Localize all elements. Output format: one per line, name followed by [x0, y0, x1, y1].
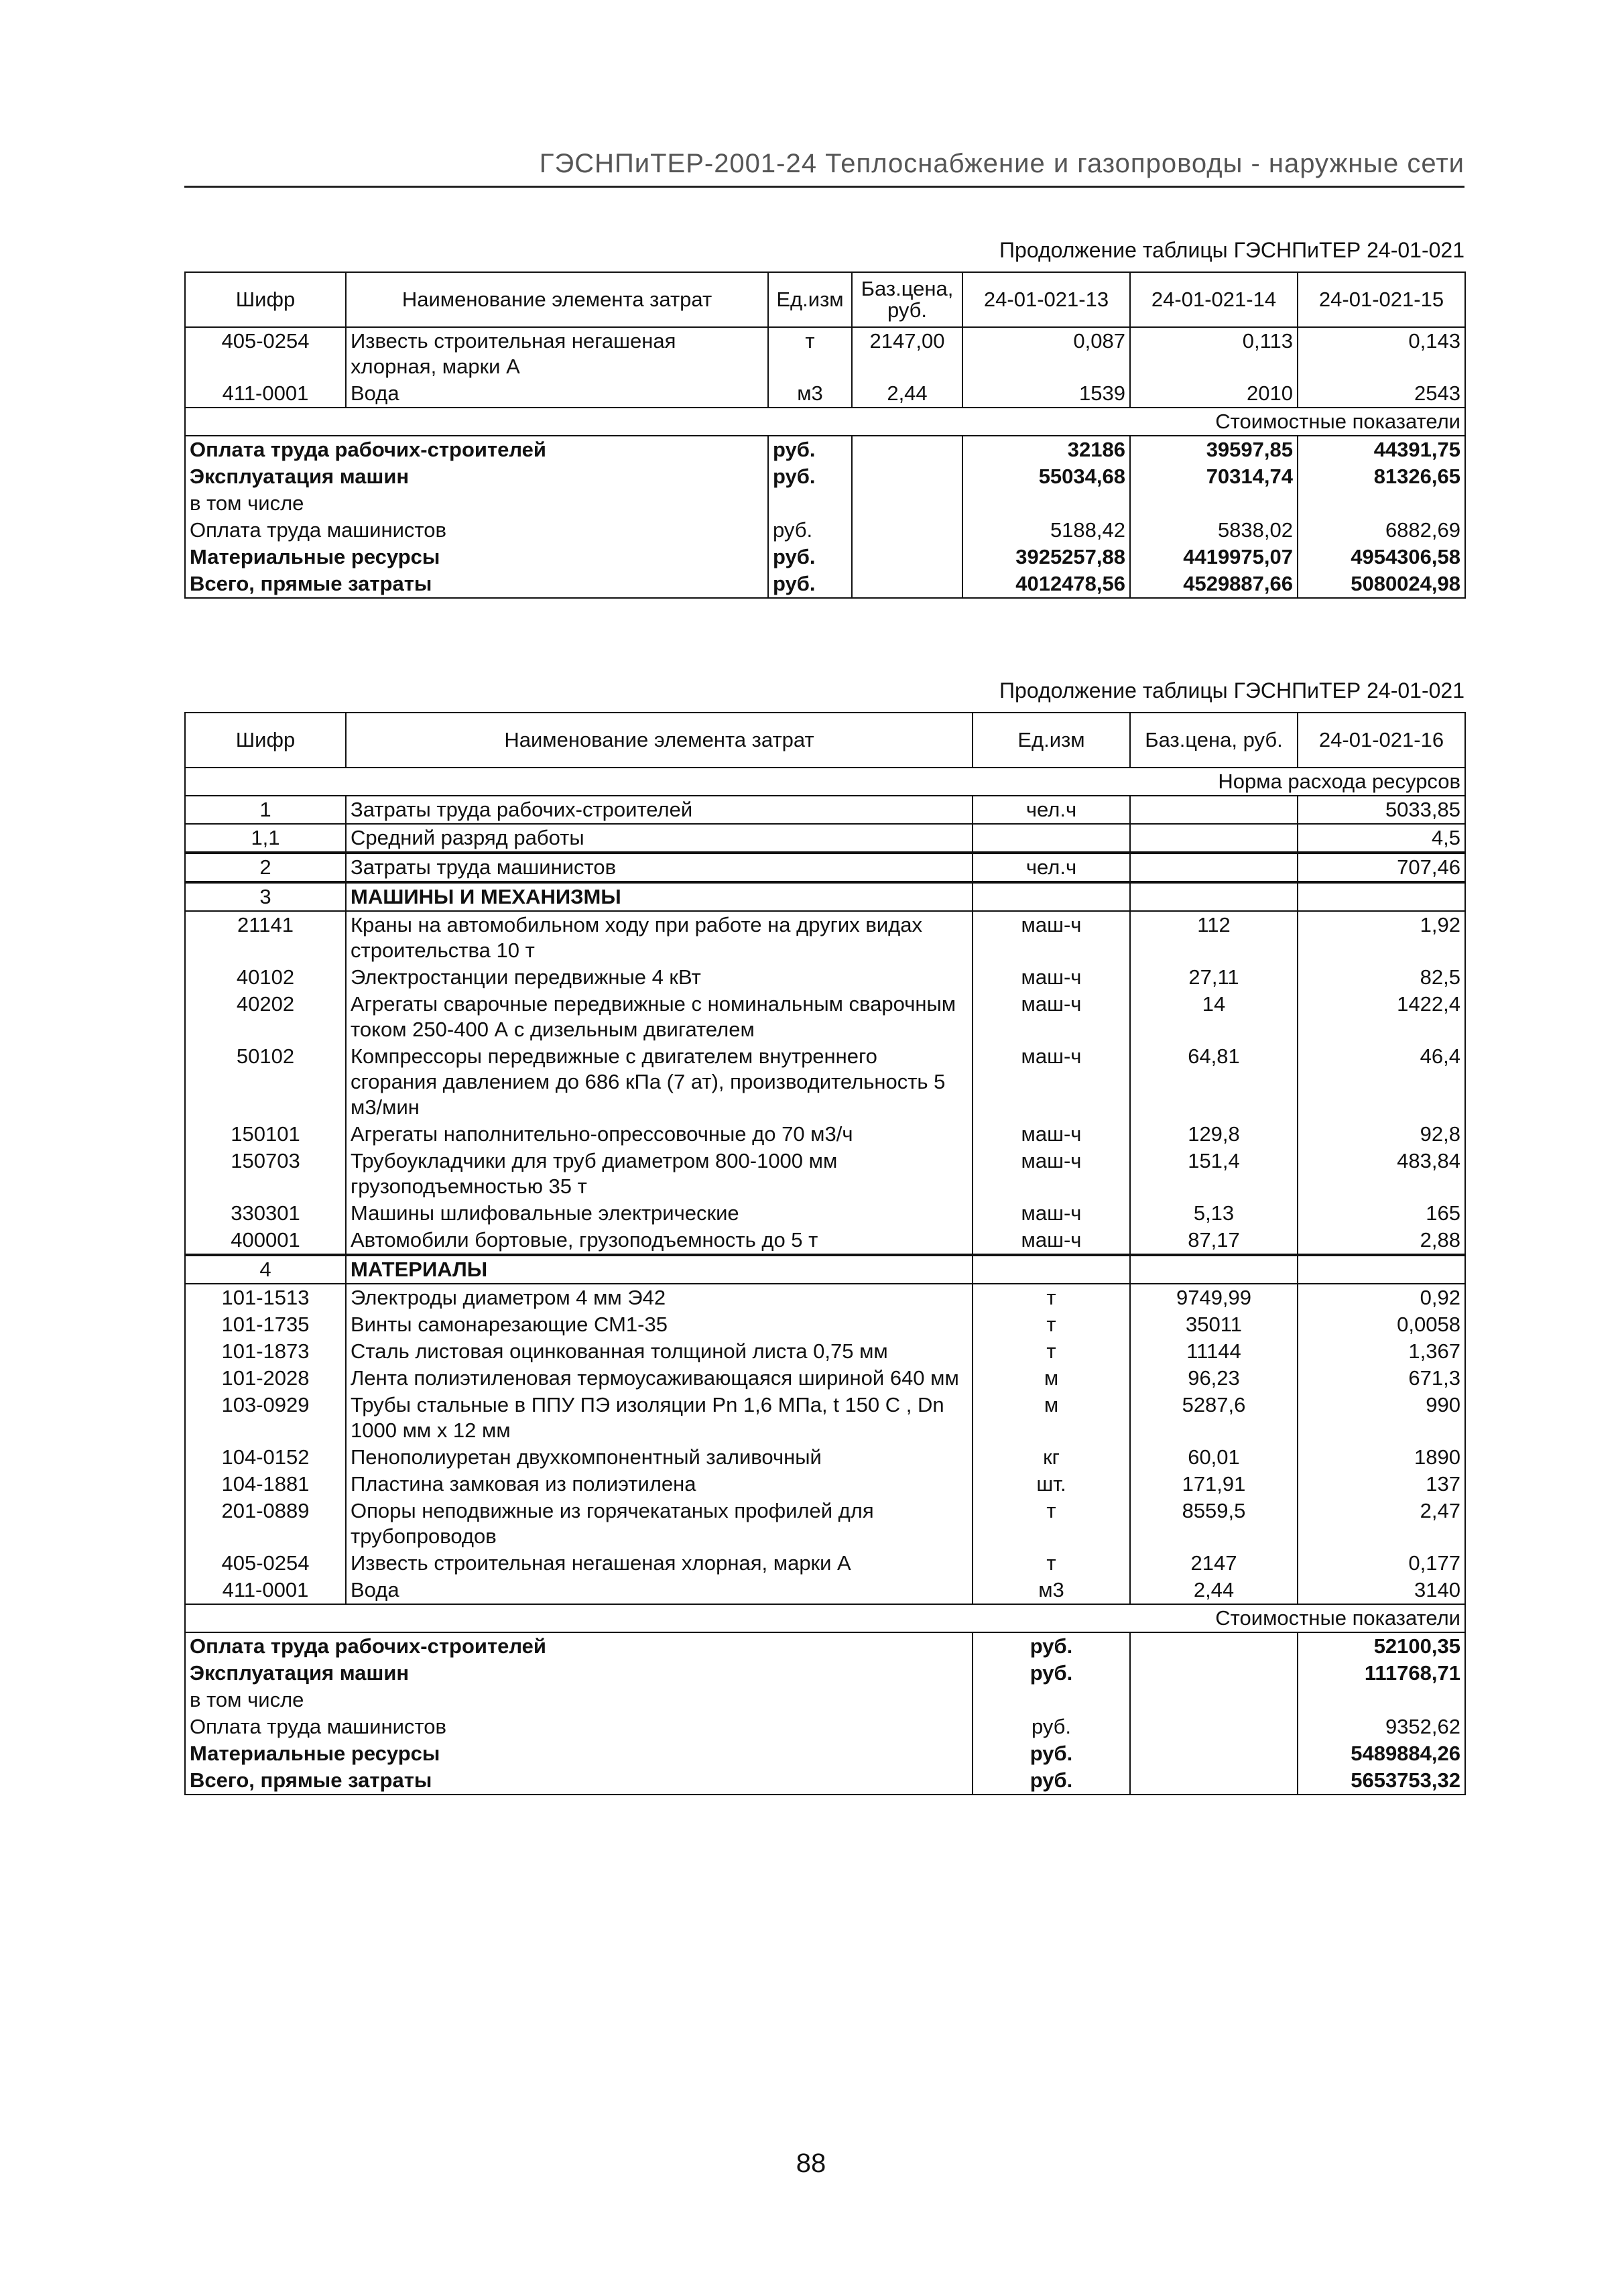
row-name: Средний разряд работы — [346, 824, 973, 853]
row-value: 5033,85 — [1298, 796, 1465, 824]
cost-price-empty — [1130, 1660, 1298, 1687]
cost-unit: руб. — [973, 1660, 1130, 1687]
table1-header-row — [185, 272, 1465, 327]
row-value: 0,087 — [962, 327, 1130, 380]
cost-value: 52100,35 — [1298, 1632, 1465, 1660]
col-header-norm-14: 24-01-021-14 — [1130, 272, 1298, 327]
row-code: 411-0001 — [185, 380, 346, 408]
cost-row — [185, 1740, 1465, 1767]
row-code: 103-0929 — [185, 1392, 346, 1444]
row-name: Винты самонарезающие СМ1-35 — [346, 1311, 973, 1338]
table-row — [185, 1550, 1465, 1577]
row-unit: м — [973, 1392, 1130, 1444]
row-code: 21141 — [185, 911, 346, 964]
cost-value: 6882,69 — [1298, 517, 1465, 544]
cost-unit: руб. — [768, 544, 852, 570]
table-row — [185, 1043, 1465, 1121]
row-code: 101-2028 — [185, 1365, 346, 1392]
table-row — [185, 327, 1465, 380]
row-unit: чел.ч — [973, 853, 1130, 882]
table-row — [185, 1200, 1465, 1227]
cost-row — [185, 1767, 1465, 1795]
row-unit: шт. — [973, 1471, 1130, 1498]
cost-value: 55034,68 — [962, 463, 1130, 490]
row-value: 1890 — [1298, 1444, 1465, 1471]
row-price: 2147 — [1130, 1550, 1298, 1577]
table-row — [185, 1148, 1465, 1200]
cost-unit: руб. — [768, 517, 852, 544]
row-code: 330301 — [185, 1200, 346, 1227]
row-name: Известь строительная негашеная хлорная, марки А — [346, 1550, 973, 1577]
cost-name: Материальные ресурсы — [185, 1740, 973, 1767]
row-price: 151,4 — [1130, 1148, 1298, 1200]
row-name: Затраты труда машинистов — [346, 853, 973, 882]
norm-section-label: Норма расхода ресурсов — [185, 768, 1465, 796]
row-name: Трубы стальные в ППУ ПЭ изоляции Pn 1,6 МПа, t 150 С , Dn 1000 мм х 12 мм — [346, 1392, 973, 1444]
row-price: 87,17 — [1130, 1227, 1298, 1255]
cost-value: 81326,65 — [1298, 463, 1465, 490]
row-price: 2,44 — [1130, 1577, 1298, 1604]
row-value: 0,177 — [1298, 1550, 1465, 1577]
row-code: 50102 — [185, 1043, 346, 1121]
row-value: 0,143 — [1298, 327, 1465, 380]
cost-price-empty — [852, 570, 962, 598]
col-header-norm-13: 24-01-021-13 — [962, 272, 1130, 327]
row-value: 1539 — [962, 380, 1130, 408]
table-row — [185, 1577, 1465, 1604]
col-header-norm-16: 24-01-021-16 — [1298, 713, 1465, 768]
row-price: 2147,00 — [852, 327, 962, 380]
row-unit — [973, 882, 1130, 911]
row-unit: м3 — [768, 380, 852, 408]
row-code: 150101 — [185, 1121, 346, 1148]
row-value: 165 — [1298, 1200, 1465, 1227]
row-unit: маш-ч — [973, 1043, 1130, 1121]
row-name: Затраты труда рабочих-строителей — [346, 796, 973, 824]
col-header-unit: Ед.изм — [973, 713, 1130, 768]
row-unit — [973, 824, 1130, 853]
cost-unit: руб. — [768, 463, 852, 490]
cost-price-empty — [1130, 1740, 1298, 1767]
row-price: 5287,6 — [1130, 1392, 1298, 1444]
row-code: 201-0889 — [185, 1498, 346, 1550]
table-row — [185, 1284, 1465, 1311]
cost-row — [185, 463, 1465, 490]
row-price: 14 — [1130, 991, 1298, 1043]
cost-name: Оплата труда рабочих-строителей — [185, 436, 768, 463]
row-price: 5,13 — [1130, 1200, 1298, 1227]
cost-value: 4012478,56 — [962, 570, 1130, 598]
row-name: Электроды диаметром 4 мм Э42 — [346, 1284, 973, 1311]
col-header-norm-15: 24-01-021-15 — [1298, 272, 1465, 327]
row-value: 2,47 — [1298, 1498, 1465, 1550]
cost-name: в том числе — [185, 490, 768, 517]
cost-name: Эксплуатация машин — [185, 463, 768, 490]
row-unit: маш-ч — [973, 964, 1130, 991]
row-price — [1130, 1255, 1298, 1284]
cost-row — [185, 1713, 1465, 1740]
cost-value: 44391,75 — [1298, 436, 1465, 463]
row-code: 104-0152 — [185, 1444, 346, 1471]
table-row — [185, 796, 1465, 824]
cost-value: 4954306,58 — [1298, 544, 1465, 570]
cost-row — [185, 1632, 1465, 1660]
row-name: Краны на автомобильном ходу при работе на других видах строительства 10 т — [346, 911, 973, 964]
cost-value: 5489884,26 — [1298, 1740, 1465, 1767]
row-unit — [973, 1255, 1130, 1284]
row-price: 11144 — [1130, 1338, 1298, 1365]
cost-row — [185, 490, 1465, 517]
table-row — [185, 1498, 1465, 1550]
table-row — [185, 1121, 1465, 1148]
table-row — [185, 1338, 1465, 1365]
cost-value — [1298, 490, 1465, 517]
cost-name: Оплата труда машинистов — [185, 517, 768, 544]
table-row — [185, 964, 1465, 991]
row-code: 405-0254 — [185, 327, 346, 380]
row-name: Электростанции передвижные 4 кВт — [346, 964, 973, 991]
header-divider — [184, 186, 1464, 188]
cost-price-empty — [852, 463, 962, 490]
row-value: 1,92 — [1298, 911, 1465, 964]
col-header-code: Шифр — [185, 272, 346, 327]
row-price: 129,8 — [1130, 1121, 1298, 1148]
row-name: Машины шлифовальные электрические — [346, 1200, 973, 1227]
row-price — [1130, 824, 1298, 853]
cost-name: Оплата труда рабочих-строителей — [185, 1632, 973, 1660]
cost-section-label: Стоимостные показатели — [185, 1604, 1465, 1632]
table2 — [184, 712, 1466, 1795]
cost-unit: руб. — [973, 1740, 1130, 1767]
row-value: 671,3 — [1298, 1365, 1465, 1392]
row-code: 3 — [185, 882, 346, 911]
section-heading-row — [185, 882, 1465, 911]
cost-price-empty — [1130, 1713, 1298, 1740]
row-unit: т — [973, 1284, 1130, 1311]
row-value: 137 — [1298, 1471, 1465, 1498]
row-name: Вода — [346, 1577, 973, 1604]
col-header-name: Наименование элемента затрат — [346, 272, 768, 327]
row-value: 46,4 — [1298, 1043, 1465, 1121]
row-name: МАТЕРИАЛЫ — [346, 1255, 973, 1284]
cost-unit: руб. — [768, 436, 852, 463]
row-value: 4,5 — [1298, 824, 1465, 853]
cost-price-empty — [852, 517, 962, 544]
section-heading-row — [185, 1255, 1465, 1284]
running-header: ГЭСНПиТЕР-2001-24 Теплоснабжение и газопроводы - наружные сети — [539, 149, 1464, 178]
row-code: 150703 — [185, 1148, 346, 1200]
row-code: 400001 — [185, 1227, 346, 1255]
row-code: 101-1873 — [185, 1338, 346, 1365]
row-value: 707,46 — [1298, 853, 1465, 882]
cost-value: 5838,02 — [1130, 517, 1298, 544]
cost-value: 32186 — [962, 436, 1130, 463]
row-unit: кг — [973, 1444, 1130, 1471]
cost-name: Оплата труда машинистов — [185, 1713, 973, 1740]
cost-value: 111768,71 — [1298, 1660, 1465, 1687]
row-unit: маш-ч — [973, 1121, 1130, 1148]
row-price — [1130, 882, 1298, 911]
cost-row — [185, 1660, 1465, 1687]
row-unit: т — [973, 1498, 1130, 1550]
row-unit: м3 — [973, 1577, 1130, 1604]
cost-row — [185, 517, 1465, 544]
row-value: 1,367 — [1298, 1338, 1465, 1365]
cost-value — [962, 490, 1130, 517]
row-value: 2010 — [1130, 380, 1298, 408]
table-row — [185, 380, 1465, 408]
row-value: 82,5 — [1298, 964, 1465, 991]
cost-row — [185, 436, 1465, 463]
table-row — [185, 1392, 1465, 1444]
cost-value: 70314,74 — [1130, 463, 1298, 490]
cost-unit: руб. — [973, 1767, 1130, 1795]
section-row — [185, 1604, 1465, 1632]
row-price: 35011 — [1130, 1311, 1298, 1338]
row-value: 483,84 — [1298, 1148, 1465, 1200]
row-code: 1,1 — [185, 824, 346, 853]
cost-price-empty — [1130, 1767, 1298, 1795]
row-value: 92,8 — [1298, 1121, 1465, 1148]
row-price — [1130, 796, 1298, 824]
row-price — [1130, 853, 1298, 882]
row-code: 2 — [185, 853, 346, 882]
table1 — [184, 271, 1466, 599]
row-unit: маш-ч — [973, 1227, 1130, 1255]
row-name: Пластина замковая из полиэтилена — [346, 1471, 973, 1498]
row-unit: м — [973, 1365, 1130, 1392]
row-value — [1298, 882, 1465, 911]
cost-unit — [768, 490, 852, 517]
row-name: МАШИНЫ И МЕХАНИЗМЫ — [346, 882, 973, 911]
cost-unit: руб. — [768, 570, 852, 598]
cost-name: Всего, прямые затраты — [185, 570, 768, 598]
row-price: 60,01 — [1130, 1444, 1298, 1471]
table-row — [185, 911, 1465, 964]
table2-caption: Продолжение таблицы ГЭСНПиТЕР 24-01-021 — [999, 678, 1464, 703]
cost-name: Эксплуатация машин — [185, 1660, 973, 1687]
cost-price-empty — [852, 490, 962, 517]
cost-value: 5653753,32 — [1298, 1767, 1465, 1795]
row-value: 0,92 — [1298, 1284, 1465, 1311]
row-price: 96,23 — [1130, 1365, 1298, 1392]
row-unit: маш-ч — [973, 911, 1130, 964]
col-header-name: Наименование элемента затрат — [346, 713, 973, 768]
row-value: 0,113 — [1130, 327, 1298, 380]
table-row — [185, 853, 1465, 882]
row-code: 101-1513 — [185, 1284, 346, 1311]
section-row — [185, 408, 1465, 436]
cost-value — [1130, 490, 1298, 517]
row-price: 8559,5 — [1130, 1498, 1298, 1550]
cost-row — [185, 570, 1465, 598]
row-name: Трубоукладчики для труб диаметром 800-1000 мм грузоподъемностью 35 т — [346, 1148, 973, 1200]
row-unit: чел.ч — [973, 796, 1130, 824]
section-row — [185, 768, 1465, 796]
table-row — [185, 1471, 1465, 1498]
row-name: Агрегаты наполнительно-опрессовочные до 70 м3/ч — [346, 1121, 973, 1148]
row-unit: маш-ч — [973, 991, 1130, 1043]
row-unit: маш-ч — [973, 1200, 1130, 1227]
cost-price-empty — [1130, 1687, 1298, 1713]
cost-name: в том числе — [185, 1687, 973, 1713]
row-code: 1 — [185, 796, 346, 824]
cost-unit: руб. — [973, 1632, 1130, 1660]
row-value: 1422,4 — [1298, 991, 1465, 1043]
row-name: Известь строительная негашеная хлорная, марки А — [346, 327, 768, 380]
row-name: Автомобили бортовые, грузоподъемность до 5 т — [346, 1227, 973, 1255]
col-header-code: Шифр — [185, 713, 346, 768]
row-price: 112 — [1130, 911, 1298, 964]
row-code: 101-1735 — [185, 1311, 346, 1338]
row-price: 64,81 — [1130, 1043, 1298, 1121]
cost-row — [185, 544, 1465, 570]
cost-unit: руб. — [973, 1713, 1130, 1740]
table-row — [185, 1227, 1465, 1255]
row-price: 9749,99 — [1130, 1284, 1298, 1311]
table2-header-row — [185, 713, 1465, 768]
row-name: Вода — [346, 380, 768, 408]
row-name: Агрегаты сварочные передвижные с номинальным сварочным током 250-400 А с дизельным двигателем — [346, 991, 973, 1043]
page-number: 88 — [796, 2149, 826, 2178]
row-value: 990 — [1298, 1392, 1465, 1444]
table2-body — [185, 796, 1465, 1604]
row-value: 0,0058 — [1298, 1311, 1465, 1338]
cost-value: 3925257,88 — [962, 544, 1130, 570]
row-code: 40102 — [185, 964, 346, 991]
row-unit: т — [768, 327, 852, 380]
table1-caption: Продолжение таблицы ГЭСНПиТЕР 24-01-021 — [999, 238, 1464, 262]
cost-name: Всего, прямые затраты — [185, 1767, 973, 1795]
cost-price-empty — [852, 436, 962, 463]
cost-value: 5080024,98 — [1298, 570, 1465, 598]
table-row — [185, 1311, 1465, 1338]
col-header-price: Баз.цена, руб. — [852, 272, 962, 327]
row-unit: т — [973, 1311, 1130, 1338]
cost-name: Материальные ресурсы — [185, 544, 768, 570]
cost-row — [185, 1687, 1465, 1713]
cost-value: 5188,42 — [962, 517, 1130, 544]
table2-cost-body — [185, 1632, 1465, 1795]
cost-unit — [973, 1687, 1130, 1713]
table-row — [185, 824, 1465, 853]
cost-price-empty — [1130, 1632, 1298, 1660]
cost-price-empty — [852, 544, 962, 570]
table-row — [185, 1365, 1465, 1392]
col-header-price: Баз.цена, руб. — [1130, 713, 1298, 768]
row-code: 405-0254 — [185, 1550, 346, 1577]
table-row — [185, 991, 1465, 1043]
col-header-unit: Ед.изм — [768, 272, 852, 327]
row-value: 2,88 — [1298, 1227, 1465, 1255]
row-name: Опоры неподвижные из горячекатаных профилей для трубопроводов — [346, 1498, 973, 1550]
row-code: 411-0001 — [185, 1577, 346, 1604]
cost-value: 39597,85 — [1130, 436, 1298, 463]
row-value: 3140 — [1298, 1577, 1465, 1604]
row-price: 27,11 — [1130, 964, 1298, 991]
row-value: 2543 — [1298, 380, 1465, 408]
row-name: Сталь листовая оцинкованная толщиной листа 0,75 мм — [346, 1338, 973, 1365]
row-price: 2,44 — [852, 380, 962, 408]
cost-value: 4529887,66 — [1130, 570, 1298, 598]
row-code: 40202 — [185, 991, 346, 1043]
row-name: Пенополиуретан двухкомпонентный заливочный — [346, 1444, 973, 1471]
row-unit: т — [973, 1550, 1130, 1577]
row-name: Лента полиэтиленовая термоусаживающаяся шириной 640 мм — [346, 1365, 973, 1392]
row-value — [1298, 1255, 1465, 1284]
cost-value — [1298, 1687, 1465, 1713]
cost-section-label: Стоимостные показатели — [185, 408, 1465, 436]
row-price: 171,91 — [1130, 1471, 1298, 1498]
row-code: 4 — [185, 1255, 346, 1284]
row-unit: т — [973, 1338, 1130, 1365]
table-row — [185, 1444, 1465, 1471]
cost-value: 9352,62 — [1298, 1713, 1465, 1740]
row-name: Компрессоры передвижные с двигателем внутреннего сгорания давлением до 686 кПа (7 ат), производительность 5 м3/мин — [346, 1043, 973, 1121]
row-unit: маш-ч — [973, 1148, 1130, 1200]
row-code: 104-1881 — [185, 1471, 346, 1498]
cost-value: 4419975,07 — [1130, 544, 1298, 570]
